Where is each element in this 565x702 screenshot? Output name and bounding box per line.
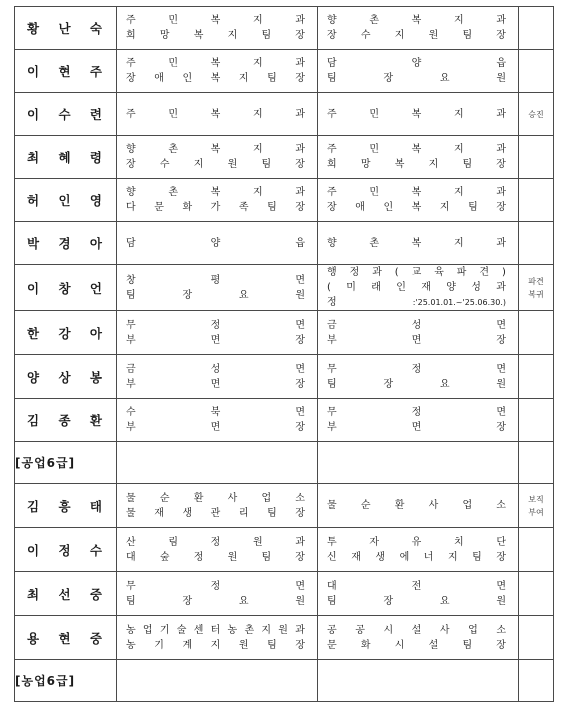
new-post [318,7,519,50]
remark [519,222,554,265]
section-heading: [농업6급] [15,660,117,702]
new-post [318,265,519,311]
new-post [318,355,519,399]
previous-post-line: 향 촌 복 지 과 [126,187,305,198]
previous-post-line: 물 순 환 사 업 소 [126,492,305,504]
previous-post [117,528,318,572]
previous-post-line: 농 업 기 술 센 터 농 촌 지 원 과 [126,624,305,636]
previous-post [117,179,318,222]
new-post-line: 장 수 지 원 팀 장 [327,30,506,41]
employee-name: 이 수 련 [15,93,117,136]
remark [519,399,554,442]
previous-post [117,50,318,93]
previous-post-line: 주 민 복 지 과 [126,58,305,69]
remark [519,616,554,660]
previous-post-line: 팀 장 요 원 [126,289,305,301]
previous-post [117,265,318,311]
employee-name: 허 인 영 [15,179,117,222]
previous-post-line: 무 정 면 [126,580,305,592]
empty-cell [519,442,554,484]
previous-post [117,7,318,50]
previous-post-line: 담 양 읍 [126,237,305,249]
section-heading: [공업6급] [15,442,117,484]
previous-post-line: 대 숲 정 원 팀 장 [126,551,305,563]
new-post-line: 주 민 복 지 과 [327,108,506,120]
table-row [15,179,554,222]
remark [519,572,554,616]
table-row [15,484,554,528]
new-post-line: 행 정 과 ( 교 육 파 견 ) [327,267,506,278]
previous-post [117,222,318,265]
previous-post [117,484,318,528]
previous-post-line: 농 기 계 지 원 팀 장 [126,639,305,651]
table-row [15,7,554,50]
new-post [318,616,519,660]
empty-cell [318,660,519,702]
employee-name: 최 선 중 [15,572,117,616]
table-row [15,572,554,616]
previous-post [117,399,318,442]
new-post-line: 금 성 면 [327,319,506,331]
empty-cell [117,660,318,702]
new-post-line: 투 자 유 치 단 [327,536,506,548]
new-post-line: 팀 장 요 원 [327,595,506,607]
table-row [15,311,554,355]
previous-post [117,311,318,355]
new-post [318,136,519,179]
employee-name: 이 정 수 [15,528,117,572]
section-row [15,442,554,484]
empty-cell [318,442,519,484]
employee-name: 최 혜 령 [15,136,117,179]
new-post [318,93,519,136]
previous-post-line: 주 민 복 지 과 [126,15,305,26]
previous-post-line: 장 수 지 원 팀 장 [126,159,305,170]
previous-post [117,136,318,179]
table-row [15,50,554,93]
previous-post-line: 부 면 장 [126,378,305,390]
new-post-line: 희 망 복 지 팀 장 [327,159,506,170]
personnel-table [14,6,554,702]
table-row [15,222,554,265]
section-row [15,660,554,702]
new-post [318,179,519,222]
table-row [15,136,554,179]
new-post-line: 부 면 장 [327,334,506,346]
new-post-line: ( 미 래 인 재 양 성 과 [327,282,506,293]
employee-name: 이 현 주 [15,50,117,93]
previous-post [117,355,318,399]
new-post-line: 팀 장 요 원 [327,73,506,84]
remark [519,136,554,179]
remark [519,179,554,222]
new-post-line: 장 애 인 복 지 팀 장 [327,202,506,213]
table-row [15,616,554,660]
remark: 파견 복귀 [519,265,554,311]
remark [519,311,554,355]
previous-post-line: 무 정 면 [126,319,305,331]
new-post [318,399,519,442]
new-post [318,572,519,616]
table-row [15,399,554,442]
previous-post-line: 부 면 장 [126,334,305,346]
new-post-line: 대 전 면 [327,580,506,592]
previous-post-line: 다 문 화 가 족 팀 장 [126,202,305,213]
remark [519,355,554,399]
new-post [318,484,519,528]
previous-post-line: 장 애 인 복 지 팀 장 [126,73,305,84]
new-post-line: 향 촌 복 지 과 [327,237,506,249]
empty-cell [519,660,554,702]
employee-name: 한 강 아 [15,311,117,355]
new-post [318,222,519,265]
employee-name: 양 상 봉 [15,355,117,399]
new-post-line: 신 재 생 에 너 지 팀 장 [327,551,506,563]
previous-post-line: 창 평 면 [126,274,305,286]
table-row [15,355,554,399]
previous-post-line: 주 민 복 지 과 [126,108,305,120]
remark [519,528,554,572]
new-post-line: 문 화 시 설 팀 장 [327,639,506,651]
new-post [318,528,519,572]
new-post-line: 공 공 시 설 사 업 소 [327,624,506,636]
previous-post-line: 희 망 복 지 팀 장 [126,30,305,41]
new-post-line: 향 촌 복 지 과 [327,15,506,26]
employee-name: 황 난 숙 [15,7,117,50]
employee-name: 김 흥 태 [15,484,117,528]
new-post-line: 담 양 읍 [327,58,506,69]
new-post-line: 무 정 면 [327,363,506,375]
new-post-line: 물 순 환 사 업 소 [327,500,506,511]
new-post-line: 정 :'25.01.01.~'25.06.30.) [327,297,506,308]
remark [519,7,554,50]
remark [519,50,554,93]
employee-name: 박 경 아 [15,222,117,265]
previous-post-line: 향 촌 복 지 과 [126,144,305,155]
previous-post-line: 팀 장 요 원 [126,595,305,607]
new-post-line: 부 면 장 [327,422,506,433]
new-post-line: 주 민 복 지 과 [327,187,506,198]
employee-name: 이 창 언 [15,265,117,311]
previous-post [117,572,318,616]
remark: 보직 부여 [519,484,554,528]
new-post-line: 주 민 복 지 과 [327,144,506,155]
previous-post-line: 수 북 면 [126,407,305,418]
previous-post-line: 물 재 생 관 리 팀 장 [126,507,305,519]
table-row [15,93,554,136]
new-post-line: 팀 장 요 원 [327,378,506,390]
empty-cell [117,442,318,484]
previous-post [117,93,318,136]
previous-post-line: 금 성 면 [126,363,305,375]
new-post [318,311,519,355]
table-row [15,528,554,572]
new-post-line: 무 정 면 [327,407,506,418]
previous-post [117,616,318,660]
new-post [318,50,519,93]
dispatch-period: :'25.01.01.~'25.06.30.) [412,298,506,307]
employee-name: 김 종 환 [15,399,117,442]
remark: 승진 [519,93,554,136]
previous-post-line: 산 림 정 원 과 [126,536,305,548]
previous-post-line: 부 면 장 [126,422,305,433]
employee-name: 용 현 중 [15,616,117,660]
table-row [15,265,554,311]
